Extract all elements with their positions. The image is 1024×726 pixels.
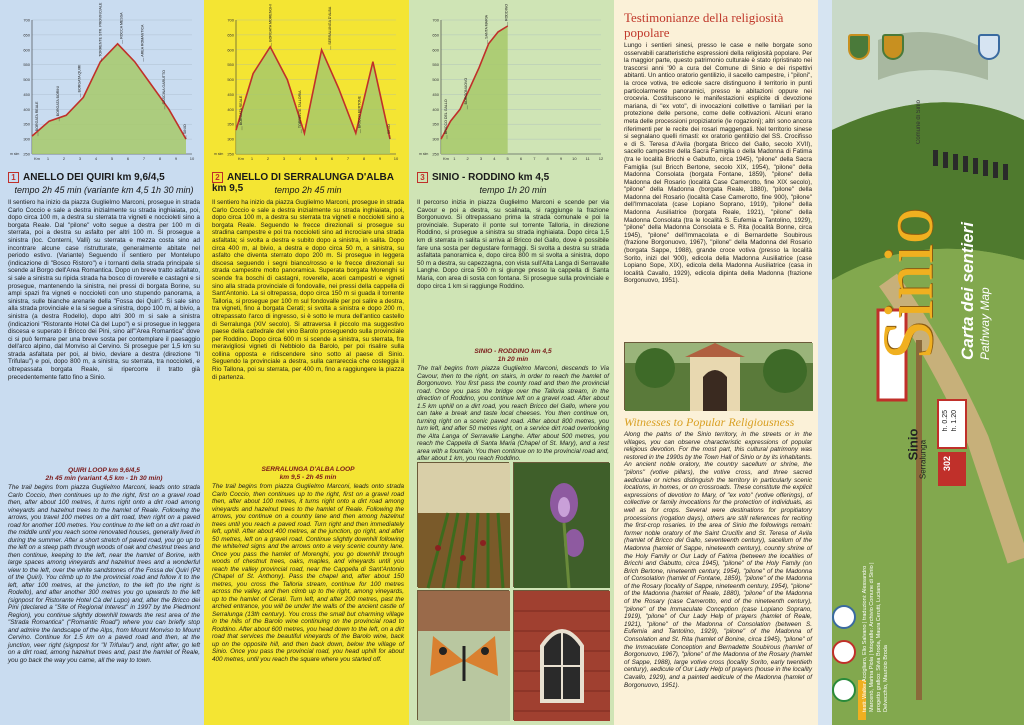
y-tick-label: 350 — [23, 121, 30, 127]
religious-panel — [614, 0, 818, 725]
trail-title-text: ANELLO DI SERRALUNGA D'ALBA km 9,5 — [212, 172, 394, 194]
signpost — [898, 395, 928, 495]
x-tick-label: 1 — [453, 156, 456, 161]
x-unit-label: Km — [34, 156, 40, 161]
x-unit-label: Km — [443, 156, 449, 161]
y-tick-label: 650 — [23, 32, 30, 38]
x-tick-label: 3 — [78, 156, 82, 161]
profile-place-label: CASCINA GARUTTO — [161, 70, 166, 105]
sign-text: Sinio — [905, 428, 921, 461]
x-tick-label: 4 — [94, 156, 98, 161]
trail-title — [8, 172, 200, 183]
trail-description-it: Il sentiero ha inizio da piazza Guglielmo Marconi, prosegue in strada Carlo Coccio e sale a destra inizialmente su strada inghiaiata, poi, dopo circa 100 m, a destra su sterrata tra vigneti e noccioleti sino a borgata Reale. Dal "pilone" volto segue a destra per 100 m di sterrata, poi a destra su asfalto per altri 100 m. Si prosegue a sinistra (loc. Conterni, Valli) su sterrata e mezza costa sino ad incontrare alcune case ristrutturate, generalmente abitate nel periodo estivo. (Variante) Seguendo il sentiero per Montelupo (indicazione di "Bosco Ristoro") e i tornanti della strada principale si scende al Borgo dell'Area Romantica. Dopo un breve tratto asfaltato, si sale a sinistra su ripida strada ha bosco di roverelle e castagni e si prosegue, mantenendo la sinistra, nei pressi di borgata Borine, su ampi spazi fra vigneti e noccioleti con uno stupendo panorama, a sinistra, sulle bianche arenarie della "Fossa dei Quiri". Si sale sino alla strada provinciale e la si segue a sinistra, dopo 100 m, al bivio, a sinistra (a destra Rodello), dopo altri 300 m si sale a sinistra (indicazioni "Ristorante Hotel Cà del Lupo") e si prosegue in leggera discesa e superato il Bricco dei Pini, sino all'"Area Romantica" dove ci si può fermare per una breve sosta per contemplare il paesaggio dell'arco alpino, dal Monviso al Cervino. Si prosegue per 1,5 km su strada asfaltata per poi, al bivio, deviare a destra (direzione "Il Trifulau") e poi, dopo 800 m, a sinistra, su sterrata, tra noccioleti, e oltrepassata borgata Reale, si ripercorre il tratto già precedentemente fatto fino a Sinio. — [8, 199, 200, 381]
x-tick-label: 7 — [533, 156, 536, 161]
section-body-it: Lungo i sentieri sinesi, presso le case e nelle borgate sono osservabili caratteristiche espressioni della religiosità popolare. Per la maggior parte, questo patrimonio culturale è stato ripristinato nei trascorsi anni '90 a cura del Comune di Sinio e dei rispettivi abitanti. Un antico oratorio gentilizio, il sacello campestre, i "piloni", la croce votiva, tre edicole sacre distinguono il territorio in punti particolarmente panoramici, presso le abitazioni oppure nei crocevia. Costituiscono le manifestazioni esplicite di devozione mariana, di "ex voto", di invocazioni collettive o familiari per la protezione delle persone, come delle coltivazioni. Alcuni erano meta delle processioni propiziatorie (le rogazioni); altri sono ancora riferimenti per le recite dei rosari maggengali. Nel territorio sinese si segnalano quelli rimasti: ex oratorio gentilizio del SS. Crocifisso e di S. Teresa d'Avila (borgata Bricco del Gallo, secolo XVII), sacello campestre della Sacra Famiglia o della Madonna di Fatima (tra le località Bricchi e Gabutto, circa 1945), "pilone" della Sacra Famiglia (sul Bricch Bertone, secolo XIX, 1954), "pilone" della Madonna Consolata (borgata Fontane, 1859), "pilone" della Madonna del Rosario (località Case Camerotto, fine XIX secolo), "pilone" della Madonna (borgata Reale, 1880), "pilone" della Madonna del Rosario (località Case Camerotto, fine 900), "pilone" dell'Immacolata (case Lopiano Soprano, 1919), "pilone" della Madonna Ausiliatrice (borgata Reale, 1921), "pilone" della Madonna Consolata (tra le località S. Eufemia e Tantolino, 1929), "pilone" della Madonna Consolata e S. Rita (località Bonne, circa 1945), "pilone" dell'Immacolata e di Bernardette Soubirous (frazione Borgonuovo, 1967), "pilone" della Madonna del Rosario (borgata Sappe, 1988), grande croce votiva (presso la località Sorito, inizi del '900), edicola della Madonna Ausiliatrice (case Lopiano Sope, XIX), edicola della Madonna Ausiliatrice (casa in località Cavallo, 1929), edicola dipinta della Madonna (frazione Borgonuovo, 1951). — [624, 42, 812, 285]
x-tick-label: 11 — [585, 156, 590, 161]
cover-subtitle-en: Pathway Map — [978, 287, 992, 360]
y-tick-label: 450 — [227, 91, 234, 97]
y-unit-label: m slm — [10, 152, 20, 156]
trail-description-it: Il sentiero ha inizio da piazza Guglielmo Marconi, prosegue in strada Carlo Coccio e sale a destra inizialmente su strada inghiaiata, poi, dopo circa 100 m, a destra su sterrata tra vigneti e noccioleti sino a borgata Reale. Seguendo le frecce direzionali si prosegue su stradina campestre e poi tra noccioleti sino ad incrociare una strada asfaltata; si svolta a destra e subito dopo a sinistra, in salita. Dopo circa 400 m, al bivio, a destra e dopo circa 50 m, a sinistra, su asfalto che diventa sterrato dopo 200 m. Si prosegue in leggera discesa seguendo i segni bianco/rosso e le frecce direzionali su strada campestre molto panoramica. Superata borgata Morenghi si scende fra boschi di castagni, roverelle, aceri campestri e vigneti sino alla strada provinciale di fondovalle, nei pressi della cappella di Sant'Antonio. La si oltrepassa, dopo circa 150 m si guada il torrente Talloria, si prosegue per 100 m sul fondovalle per poi salire a destra, tra vigneti, fino a borgata Cerati; si svolta a sinistra e dopo 200 m, oltrepassato l'arco di ingresso, si è sotto le mura dell'antico castello di Serralunga (XIV secolo). Si attraversa il piccolo ma suggestivo paese della cattedrale del vino Barolo proseguendo sulla provinciale per Roddino. Dopo circa 600 m si scende a sinistra, su sterrata, fra meravigliosi vigneti di Nebbiolo da Barolo, per poi risalire sulla collina opposta e ridiscendere sino sotto al paese di Sinio. Seguendo la provinciale a destra, sulla carrareccia che costeggia il Rio Tallona, poi su sterrata, per 400 m, fino a raggiungere la piazza di partenza. — [212, 199, 404, 381]
profile-place-label: SINIO — [183, 124, 187, 135]
x-tick-label: 6 — [519, 156, 523, 161]
y-tick-label: 650 — [227, 32, 234, 38]
y-unit-label: m slm — [419, 152, 429, 156]
profile-area — [441, 26, 508, 154]
x-tick-label: 2 — [62, 156, 66, 161]
x-unit-label: Km — [238, 156, 244, 161]
section-body-en: Along the paths of the Sinio territory, in the streets or in the villages, you can observe characteristic expressions of popular religious devotion. For the most part, this cultural patrimony was restored in the 1990s by the Town Hall of Sinio or by its inhabitants. An ancient noble oratory, the country sacellum or shrine, the "pilons" (votive pillars), the votive cross, and three sacred aediculae or niches distinguish the territory in particularly scenic locations, in homes, or on crossroads. These constitute the explicit expressions of devotion to Mary, of "ex voto" (votive offerings), of collective or family invocations for the protection of individuals, as well as for crops. Several were destinations for propitiatory processions (rogation days), others are still references for reciting the first-crop rosaries. In the area of Sinio the followings remain: former noble oratory of the Saint Crucifix and St. Teresa of Avila (hamlet of Bricco del Gallo, seventeenth century), sacellum of the Madonna (hamlet of Sappe, nineteenth century), country shrine of the Holy Family or Our Lady of Fatima (between the localities of Bricchi and Gabutto, circa 1945), "pilone" of the Holy Family (on Brich Bertone, nineteenth century, 1954), "pilone" of the Madonna of Consolation (hamlet of Fontane, 1859), "pilone" of the Madonna of the Rosary (locality of Sappe, nineteenth century, 1954), "pilone" of the Madonna (hamlet of Reale, 1880), "pilone" of the Madonna of the Rosary (case Camerotto, end of the nineteenth century), "pilone" of the Immaculate Conception (case Lopiano Soprano, 1919), "pilone" of Our Lady Help of prayers (hamlet of Reale, 1921), "pilone" of the Madonna of Consolation (between S. Eufemia and Tantolino, 1929), "pilone" of the Madonna of Consolation and St. Rita (hamlet of Bonine, circa 1945), "pilone" of the Immaculate Conception and Bernadette Soubirous (hamlet of Borgonuovo, 1967), "pilone" of the Madonna of the Rosary (hamlet of Sappe, 1988), large votive cross (locality Sorito, early twentieth century), aedicule of Our Lady Help of prayers (house in the locality Cavallo, 1929), and a painted aedicule of the Madonna (hamlet of Borgonuovo, 1951). — [624, 431, 812, 689]
trail-subtitle-en: km 9,5 - 2h 45 min — [279, 474, 337, 481]
y-unit-label: m slm — [214, 152, 224, 156]
trail-number: 3 — [417, 172, 428, 183]
elevation-profile-3 — [417, 3, 607, 166]
trail-title-en — [8, 467, 200, 483]
x-tick-label: 8 — [362, 156, 366, 161]
credits: testi: Walter Accigliaro, Elio Salvano | traduzioni: Alessandro Marcenò, Marina Piola | fotografie: Archivio Comune di Sinio | progetto grafico: Silvia Broda, Maura Cerutti, Luciana Delvecchio, Maurizio Broda — [862, 562, 889, 712]
x-tick-label: 3 — [282, 156, 286, 161]
y-tick-label: 700 — [432, 17, 439, 23]
profile-place-label: BORGONUOVO — [464, 77, 469, 105]
x-tick-label: 2 — [466, 156, 469, 161]
trail-title-en-text: QUIRI LOOP km 9,6/4,5 — [68, 467, 140, 474]
trail-subtitle-en: 2h 45 min (variant 4,5 km - 1h 30 min) — [45, 475, 163, 482]
x-tick-label: 3 — [479, 156, 483, 161]
profile-place-label: BORGATA REALE — [35, 101, 39, 132]
y-tick-label: 500 — [227, 77, 234, 83]
x-tick-label: 7 — [142, 156, 146, 161]
elevation-profile-2 — [212, 4, 402, 166]
cover-title: Sinio — [868, 207, 948, 360]
y-tick-label: 600 — [23, 47, 30, 53]
trail-description-it: Il percorso inizia in piazza Guglielmo Marconi e scende per via Cavour e poi a destra, su scalinata, si raggiunge la frazione Borgonuovo. Si oltrepassano prima la strada comunale e poi la provinciale. Superato il ponte sul torrente Talloria, in direzione Roddino, si prosegue a sinistra su strada inghiaiata. Dopo circa 1,5 km di sterrata in salita si arriva al Bricco del Gallo, dove è possibile fare una sosta per degustare formaggi. Si svolta a destra su strada asfaltata panoramica e, dopo circa 800 m si svolta a sinistra, dopo 50 m a destra, su capezzagna, con vista sull'Alta Langa di Serravalle Langhe. Dopo circa 500 m si giunge presso la cappella di Santa Maria, con area di sosta con fontana. Si prosegue sulla provinciale e dopo circa 1 km si raggiunge Roddino. — [417, 199, 609, 290]
elevation-profile-1 — [8, 2, 198, 166]
crest-icon — [882, 34, 904, 60]
x-tick-label: 6 — [126, 156, 130, 161]
y-tick-label: 400 — [432, 106, 439, 112]
sponsor-logo-icon — [832, 605, 856, 629]
sign-number: 302 — [942, 456, 952, 472]
x-tick-label: 5 — [506, 156, 509, 161]
y-tick-label: 500 — [432, 77, 439, 83]
trail-description-en: The trail begins from piazza Guglielmo Marconi, leads onto strada Carlo Coccio, then continues up to the right, first on a gravel road then, after about 100 metres, it turns right onto a dirt road among vineyards and hazelnut trees to the hamlet of Reale. Following the arrows, you continue on a country lane and then among hazelnut trees until you reach a paved road. Turn right and then immediately left, uphill. After about 400 metres, at the junction, go right, and after 50 metres, left on a gravel road. Continue slightly downhill following the white/red signs and the arrows onto a very scenic country lane. Once you pass the hamlet of Morenghi, you go downhill through woods of chestnut trees, oaks, maples, and vineyards until you reach the valley provincial road, near the Cappella di Sant'Antonio (Chapel of St. Anthony). Pass the chapel and, after about 150 metres, you cross the Talloria stream, continue for 100 metres across the valley, and then climb up to the right, among vineyards, up to the hamlet of Cerati. Turn left, and after 200 metres, past the arched entrance, you will be under the walls of the ancient castle of Serralunga (13th century). You cross the small but charming village in the hills of the Barolo wine continuing on the provincial road to Roddino. After about 600 metres, you head down to the left, on a dirt road that services the beautiful vineyards of the Barolo wine, back up on the opposite hill, and then back down, below the village of Sinio. Once you pass the provincial road, you head uphill for about 400 metres, until you reach the square where you started off. — [212, 483, 404, 663]
x-tick-label: 5 — [110, 156, 114, 161]
profile-place-label: SANTA MARIA — [484, 14, 489, 39]
trail-subtitle: tempo 2h 45 min — [274, 185, 342, 195]
y-tick-label: 650 — [432, 32, 439, 38]
x-tick-label: 5 — [314, 156, 318, 161]
section-title-en: Witnesses to Popular Religiousness — [624, 415, 795, 429]
y-tick-label: 400 — [23, 106, 30, 112]
x-tick-label: 10 — [189, 156, 195, 161]
trail-title-en — [212, 466, 404, 482]
sign-time-1: h. 0.25 — [942, 410, 949, 432]
vineyard-photo — [417, 462, 509, 587]
profile-place-label: TORRENTE TALLORIA — [298, 90, 303, 129]
trail-subtitle: tempo 1h 20 min — [479, 185, 547, 195]
trail-number: 1 — [8, 172, 19, 183]
x-tick-label: 6 — [330, 156, 334, 161]
sponsor-logo-icon — [832, 678, 856, 702]
y-tick-label: 450 — [432, 91, 439, 97]
x-tick-label: 12 — [598, 156, 604, 161]
profile-place-label: AREA ROMANTICA — [140, 24, 145, 57]
y-tick-label: 600 — [432, 47, 439, 53]
section-title: Testimonianze della religiosità popolare — [624, 10, 784, 40]
profile-place-label: SINIO — [387, 124, 391, 135]
cover-subtitle-it: Carta dei sentieri — [958, 222, 977, 360]
y-tick-label: 450 — [23, 91, 30, 97]
y-tick-label: 600 — [227, 47, 234, 53]
y-tick-label: 250 — [23, 151, 30, 157]
trail-description-en: The trail begins from piazza Guglielmo Marconi, descends to Via Cavour, then to the right, on stairs, in order to reach the hamlet of Borgonuovo. You first pass the county road and then the provincial road. Once you pass the bridge over the Talloria stream, in the direction of Roddino, you continue left on a gravel road. After about 1.5 km uphill on a dirt road, you reach Bricco del Gallo, where you can take a break and taste local cheeses. You then continue on, turning right on a scenic paved road. After about 800 metres, you turn left, and after 50 metres right, on a service dirt road overlooking the Alta Langa of Serravalle Langhe. After about 500 metres, you reach the Cappella di Santa Maria (Chapel of St. Mary), and a rest area with a fountain. You then continue on to the provincial road and, after about 1 km, you reach Roddino. — [417, 365, 609, 462]
x-tick-label: 9 — [559, 156, 563, 161]
y-tick-label: 550 — [23, 62, 30, 68]
y-tick-label: 700 — [227, 17, 234, 23]
sign-sub: Serralunga — [918, 439, 928, 480]
trail-number: 2 — [212, 172, 223, 183]
trail-title-en-text: SINIO - RODDINO km 4,5 — [474, 348, 552, 355]
profile-place-label: BRICCO DEL GALLO — [444, 99, 448, 135]
y-tick-label: 350 — [432, 121, 439, 127]
x-tick-label: 4 — [493, 156, 496, 161]
profile-place-label: ROCCA MESSA — [119, 12, 124, 39]
y-tick-label: 250 — [432, 151, 439, 157]
profile-place-label: BORGATA REALE — [239, 95, 243, 126]
x-tick-label: 8 — [158, 156, 162, 161]
profile-place-label: BORGATA MORENGHI — [268, 4, 273, 42]
trail-subtitle: tempo 2h 45 min (variante km 4,5 1h 30 min) — [14, 185, 194, 195]
cover-panel — [818, 0, 1024, 725]
x-tick-label: 9 — [378, 156, 382, 161]
chapel-window-photo — [513, 590, 609, 720]
y-tick-label: 300 — [432, 136, 439, 142]
sign-time-2: h. 1.20 — [951, 410, 958, 432]
x-tick-label: 9 — [174, 156, 178, 161]
y-tick-label: 500 — [23, 77, 30, 83]
x-tick-label: 1 — [46, 156, 50, 161]
crest-label: Comune di Sinio — [916, 99, 922, 144]
profile-place-label: RODDINO — [504, 3, 509, 21]
x-tick-label: 7 — [346, 156, 350, 161]
trail-panel-1 — [0, 0, 204, 725]
trail-subtitle-en: 1h 20 min — [497, 356, 529, 363]
trail-title-en-text: SERRALUNGA D'ALBA LOOP — [261, 466, 355, 473]
x-tick-label: 2 — [266, 156, 270, 161]
trail-panel-3 — [409, 0, 614, 725]
y-tick-label: 300 — [227, 136, 234, 142]
y-tick-label: 350 — [227, 121, 234, 127]
y-tick-label: 550 — [227, 62, 234, 68]
x-tick-label: 10 — [393, 156, 399, 161]
profile-place-label: SERRALUNGA D'ALBA — [327, 6, 332, 45]
cover-subtitle-block — [958, 160, 992, 360]
trail-title-text: ANELLO DEI QUIRI km 9,6/4,5 — [23, 172, 165, 183]
profile-place-label: BORGATA QUIRI — [77, 64, 82, 93]
x-tick-label: 1 — [250, 156, 254, 161]
shrine-photo — [624, 342, 812, 410]
y-tick-label: 300 — [23, 136, 30, 142]
crest-icon — [978, 34, 1000, 60]
crest-icon — [848, 34, 870, 60]
trail-title-en — [417, 348, 609, 364]
x-tick-label: 4 — [298, 156, 302, 161]
trail-title — [417, 172, 609, 183]
orchid-photo — [513, 462, 609, 587]
y-tick-label: 400 — [227, 106, 234, 112]
butterfly-photo — [417, 590, 509, 720]
sponsor-logo-icon — [832, 640, 856, 664]
trail-title-text: SINIO - RODDINO km 4,5 — [432, 172, 550, 183]
trail-panel-2 — [204, 0, 409, 725]
trail-description-en: The trail begins from piazza Guglielmo Marconi, leads onto strada Carlo Coccio, then continues up to the right, first on a gravel road then, after about 100 metres, it turns right onto a dirt road among vineyards and hazelnut trees to the hamlet of Reale. Following the arrows, you travel 100 metres on a dirt road, then right on a paved road for another 100 metres. You continue to the left on a dirt road in the middle until you reach some renovated houses, generally lived in during the summer. After a short stretch of paved road, you go up to the left on a steep path through woods of oak and chestnut trees and then continue, keeping to the left, near the hamlet of Borine, with large spaces among vineyards and hazelnut trees and a wonderful view to the left, over the white sandstones of the Fossa dei Quiri (Pit of the Quiri). You climb up to the provincial road and follow it to the left, after 100 metres, at the junction, to the left (to the right is Rodello), and after another 300 metres you go upwards to the left (signpost for Ristorante Hotel Cà del Lupo) and, after the Bricco dei Pini (declared a "Site of Regional Interest" in 1997 by the Piedmont Region), you continue slightly downhill towards the rest area of the "Strada Romantica" ("Romantic Road") where you can briefly stop and admire the landscape of the Alps, from Mount Monviso to Mount Cervino. Continue for 1.5 km on a paved road and then, at the junction, veer right (signpost for "Il Trifulau") and, right after, go left on a dirt road, among hazelnut trees and, past the hamlet of Reale, you go back the way you came, all the way to town. — [8, 484, 200, 664]
profile-place-label: BRICCO BERTONE — [357, 95, 362, 129]
y-tick-label: 550 — [432, 62, 439, 68]
profile-place-label: TORRENTE STR. PROVINCIALE — [98, 2, 103, 57]
profile-place-label: BORGATA BORINI — [56, 86, 61, 117]
y-tick-label: 250 — [227, 151, 234, 157]
x-tick-label: 8 — [546, 156, 549, 161]
y-tick-label: 700 — [23, 17, 30, 23]
x-tick-label: 10 — [572, 156, 577, 161]
